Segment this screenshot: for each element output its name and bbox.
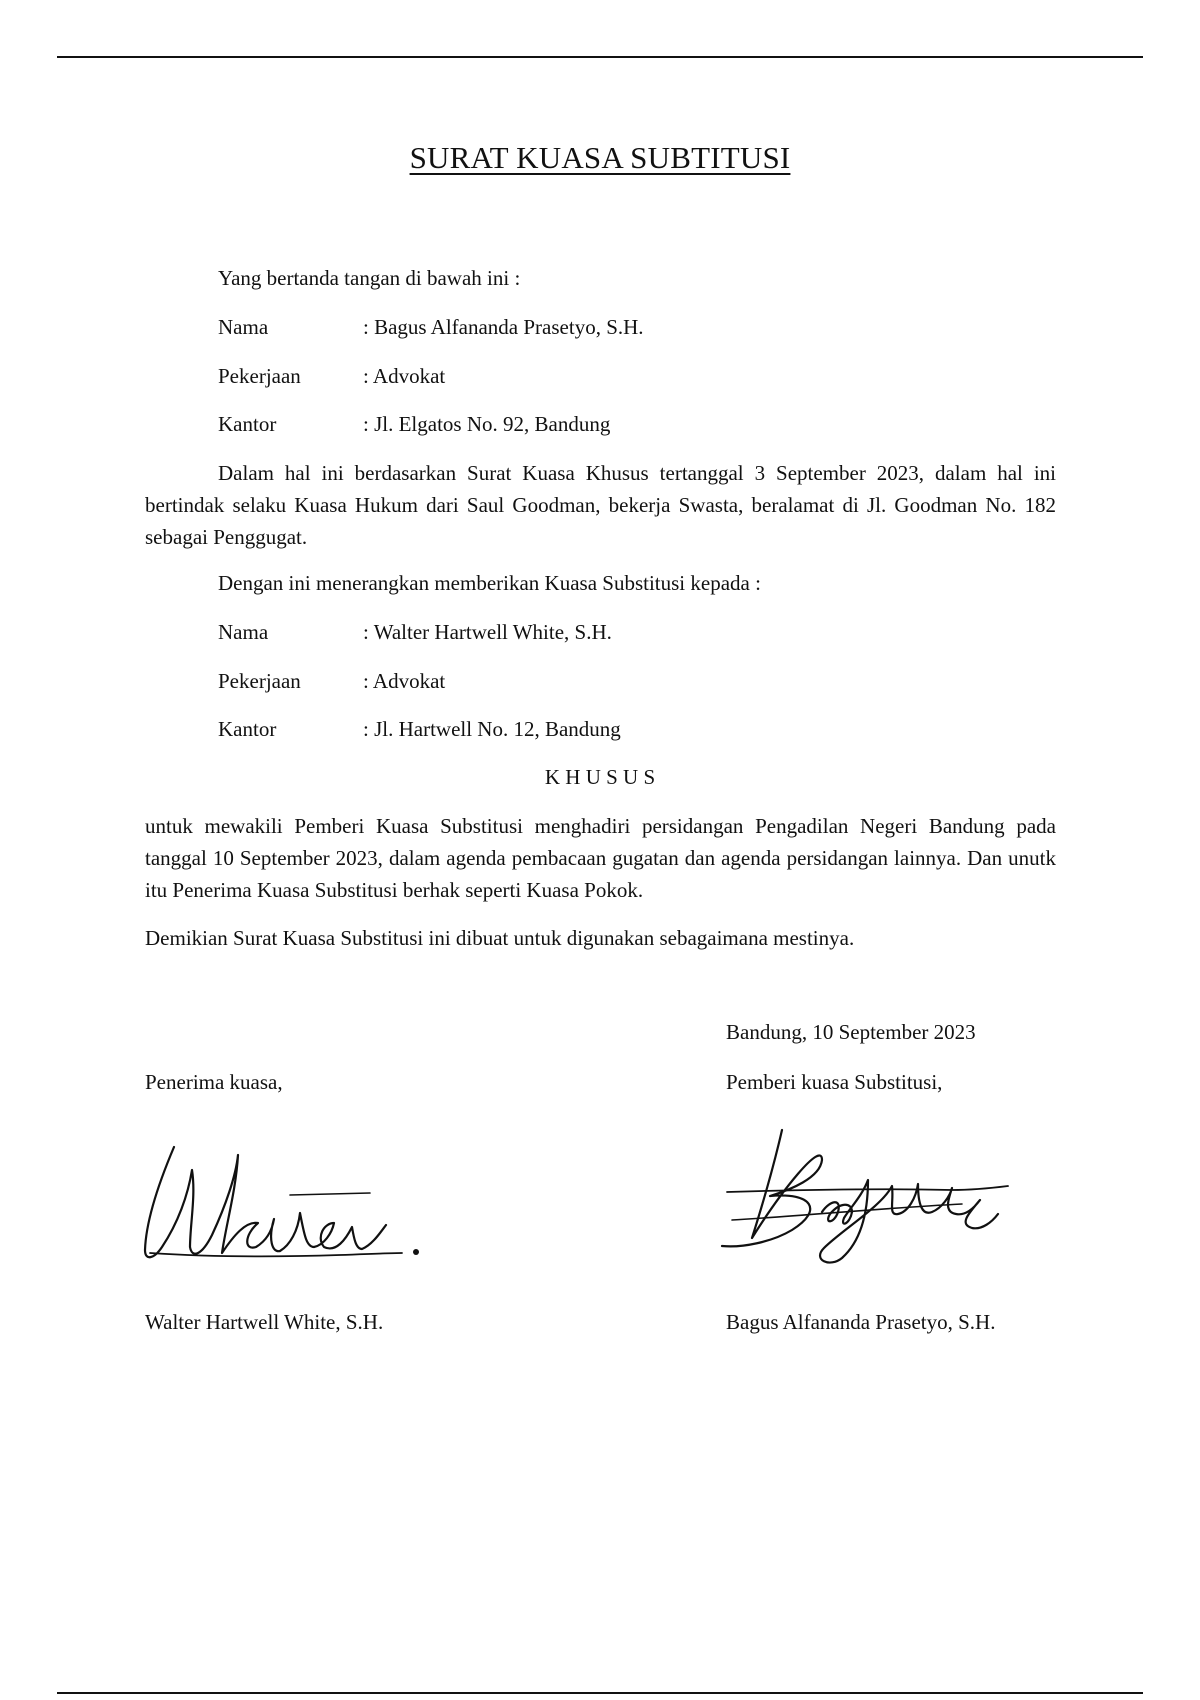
place-date: Bandung, 10 September 2023 [726, 1020, 976, 1044]
recipient-signature [140, 1135, 460, 1265]
grantor-signature [712, 1120, 1032, 1270]
recipient-name-label: Nama [218, 620, 269, 644]
recipient-signed-name: Walter Hartwell White, S.H. [145, 1310, 384, 1334]
basis-paragraph: Dalam hal ini berdasarkan Surat Kuasa Khusus tertanggal 3 September 2023, dalam hal ini bertindak selaku Kuasa Hukum dari Saul Goodman, bekerja Swasta, beralamat di Jl. Goodman No. 182 sebagai Penggugat. [145, 461, 1056, 549]
grantor-name-value: : Bagus Alfananda Prasetyo, S.H. [363, 315, 644, 339]
special-heading: K H U S U S [544, 765, 656, 789]
recipient-job-label: Pekerjaan [218, 669, 301, 693]
grantor-name-label: Nama [218, 315, 269, 339]
grant-statement: Dengan ini menerangkan memberikan Kuasa Substitusi kepada : [218, 571, 761, 595]
grantor-office-label: Kantor [218, 412, 277, 436]
document-title-text: SURAT KUASA SUBTITUSI [409, 140, 791, 175]
recipient-office-label: Kantor [218, 717, 277, 741]
grantor-job-value: : Advokat [363, 364, 446, 388]
grantor-signed-name: Bagus Alfananda Prasetyo, S.H. [726, 1310, 996, 1334]
recipient-caption: Penerima kuasa, [145, 1070, 283, 1094]
recipient-office-value: : Jl. Hartwell No. 12, Bandung [363, 717, 621, 741]
recipient-job-value: : Advokat [363, 669, 446, 693]
bottom-rule [57, 1692, 1143, 1694]
closing-text: Demikian Surat Kuasa Substitusi ini dibuat untuk digunakan sebagaimana mestinya. [145, 926, 855, 950]
document-title [0, 140, 1200, 176]
grantor-job-label: Pekerjaan [218, 364, 301, 388]
grantor-caption: Pemberi kuasa Substitusi, [726, 1070, 943, 1094]
scope-paragraph: untuk mewakili Pemberi Kuasa Substitusi menghadiri persidangan Pengadilan Negeri Bandung pada tanggal 10 September 2023, dalam agenda pembacaan gugatan dan agenda persidangan lainnya. Dan unutk itu Penerima Kuasa Substitusi berhak seperti Kuasa Pokok. [145, 814, 1056, 902]
recipient-name-value: : Walter Hartwell White, S.H. [363, 620, 612, 644]
intro-text: Yang bertanda tangan di bawah ini : [218, 266, 521, 290]
grantor-office-value: : Jl. Elgatos No. 92, Bandung [363, 412, 611, 436]
top-rule [57, 56, 1143, 58]
